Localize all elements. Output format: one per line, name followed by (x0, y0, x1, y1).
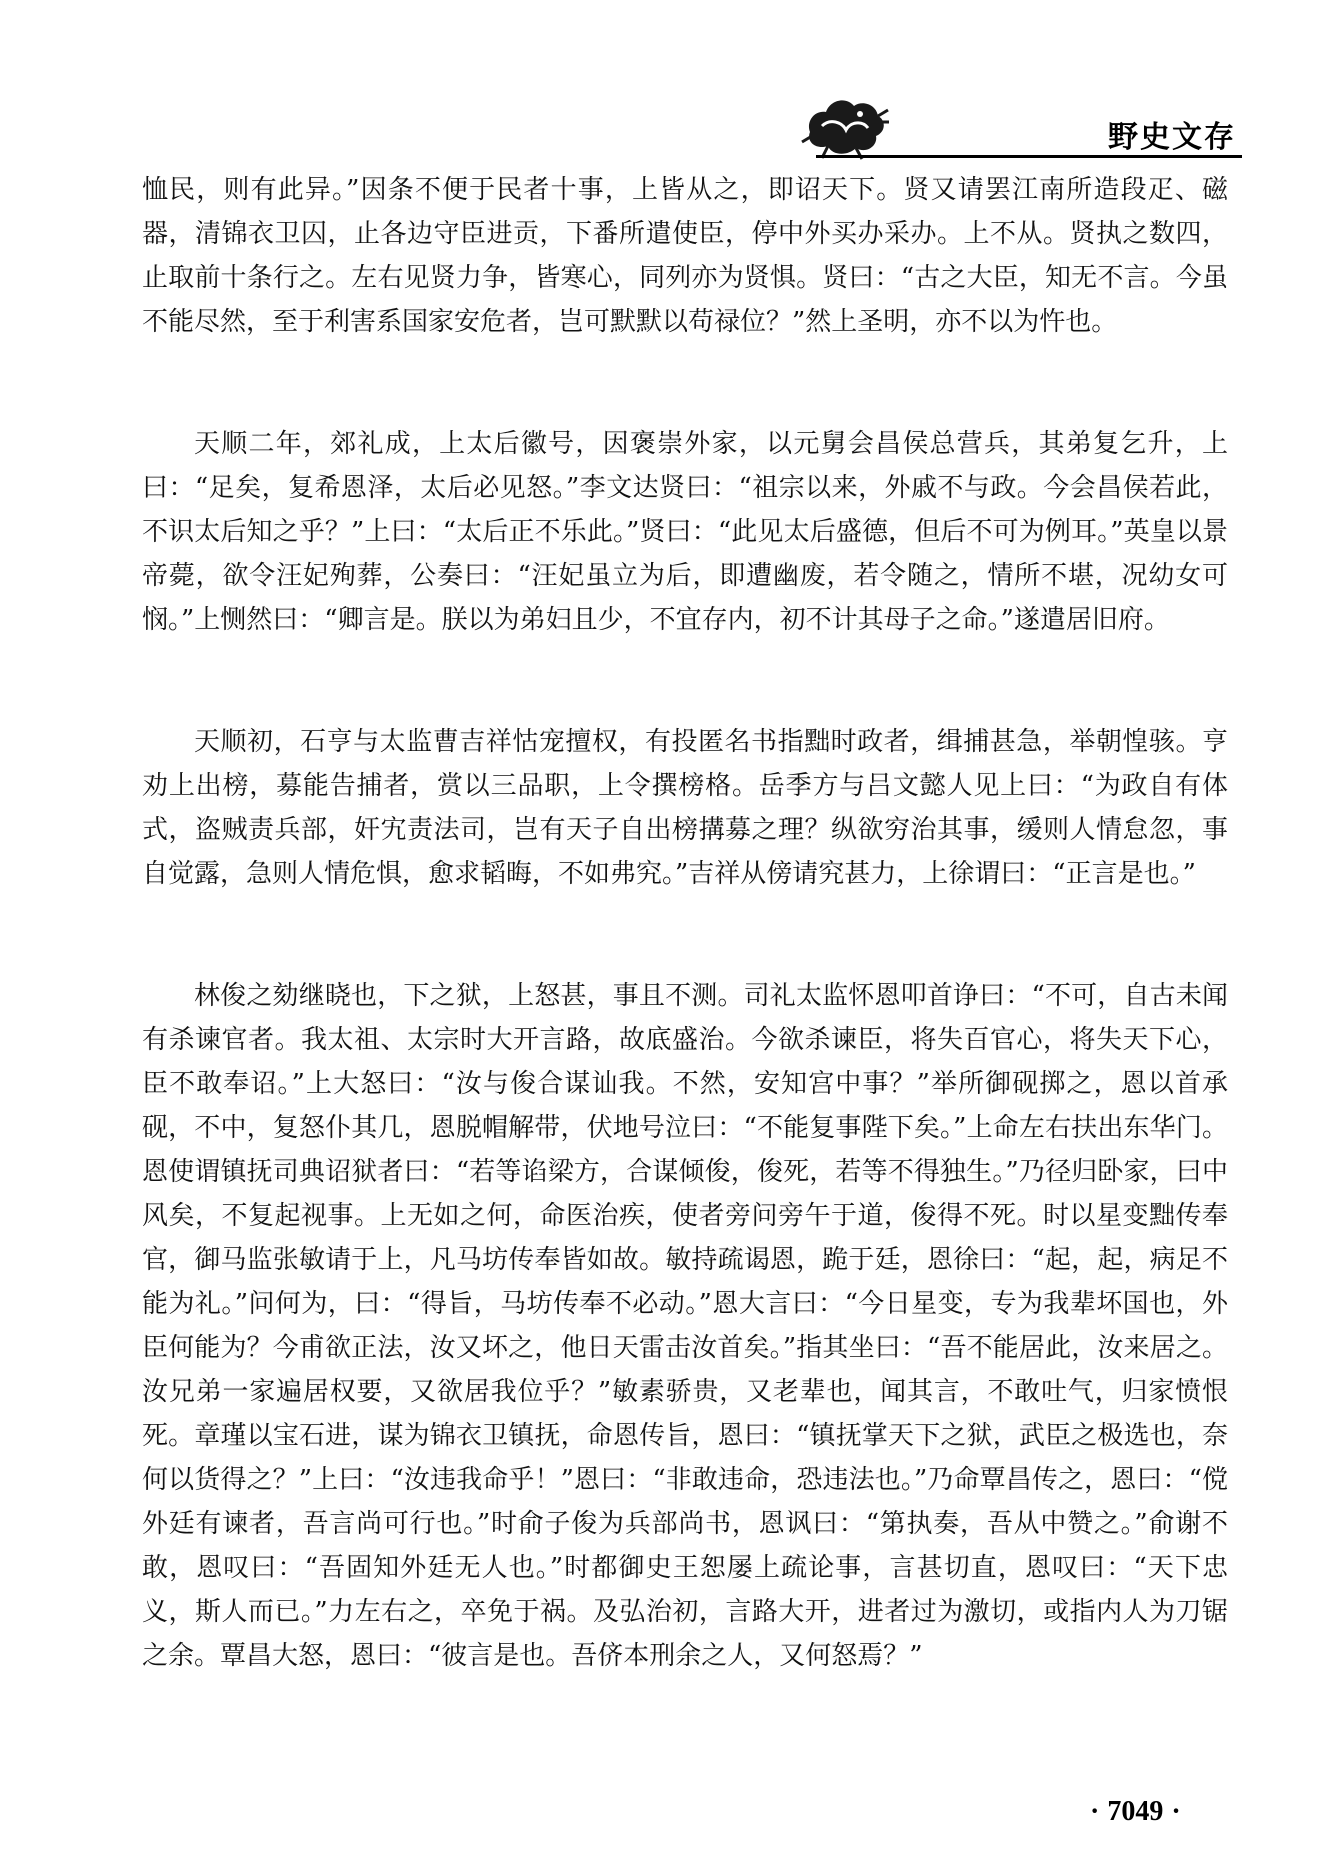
page-number-value: 7049 (1107, 1796, 1164, 1827)
paragraph-3: 天顺初，石亨与太监曹吉祥怙宠擅权，有投匿名书指黜时政者，缉捕甚急，举朝惶骇。亨劝上出榜，募能告捕者，赏以三品职，上令撰榜格。岳季方与吕文懿人见上曰：“为政自有体式，盗贼责兵部，奸宄责法司，岂有天子自出榜搆募之理？纵欲穷治其事，缓则人情怠忽，事自觉露，急则人情危惧，愈求韬晦，不如弗究。”吉祥从傍请究甚力，上徐谓曰：“正言是也。” (142, 727, 1228, 889)
page-number-dot-left: · (1090, 1796, 1100, 1827)
page-number (1082, 1796, 1189, 1828)
page-number-dot-right: · (1171, 1796, 1181, 1827)
dragon-icon (800, 92, 890, 160)
paragraph-4: 林俊之劾继晓也，下之狱，上怒甚，事且不测。司礼太监怀恩叩首诤曰：“不可，自古未闻有杀谏官者。我太祖、太宗时大开言路，故底盛治。今欲杀谏臣，将失百官心，将失天下心，臣不敢奉诏。”上大怒曰：“汝与俊合谋讪我。不然，安知宫中事？”举所御砚掷之，恩以首承砚，不中，复怒仆其几，恩脱帽解带，伏地号泣曰：“不能复事陛下矣。”上命左右扶出东华门。恩使谓镇抚司典诏狱者曰：“若等谄梁方，合谋倾俊，俊死，若等不得独生。”乃径归卧家，曰中风矣，不复起视事。上无如之何，命医治疾，使者旁问旁午于道，俊得不死。时以星变黜传奉官，御马监张敏请于上，凡马坊传奉皆如故。敏持疏谒恩，跪于廷，恩徐曰：“起，起，病足不能为礼。”问何为，曰：“得旨，马坊传奉不必动。”恩大言曰：“今日星变，专为我辈坏国也，外臣何能为？今甫欲正法，汝又坏之，他日天雷击汝首矣。”指其坐曰：“吾不能居此，汝来居之。汝兄弟一家遍居权要，又欲居我位乎？”敏素骄贵，又老辈也，闻其言，不敢吐气，归家愤恨死。章瑾以宝石进，谋为锦衣卫镇抚，命恩传旨，恩曰：“镇抚掌天下之狱，武臣之极选也，奈何以货得之？”上曰：“汝违我命乎！”恩曰：“非敢违命，恐违法也。”乃命覃昌传之，恩曰：“傥外廷有谏者，吾言尚可行也。”时俞子俊为兵部尚书，恩讽曰：“第执奏，吾从中赞之。”俞谢不敢，恩叹曰：“吾固知外廷无人也。”时都御史王恕屡上疏论事，言甚切直，恩叹曰：“天下忠义，斯人而已。”力左右之，卒免于祸。及弘治初，言路大开，进者过为激切，或指内人为刀锯之余。覃昌大怒，恩曰：“彼言是也。吾侪本刑余之人，又何怒焉？” (142, 981, 1228, 1671)
paragraph-1: 恤民，则有此异。”因条不便于民者十事，上皆从之，即诏天下。贤又请罢江南所造段疋、磁器，清锦衣卫囚，止各边守臣进贡，下番所遣使臣，停中外买办采办。上不从。贤执之数四，止取前十条行之。左右见贤力争，皆寒心，同列亦为贤惧。贤曰：“古之大臣，知无不言。今虽不能尽然，至于利害系国家安危者，岂可默默以苟禄位？”然上圣明，亦不以为忤也。 (142, 175, 1228, 337)
main-text (142, 168, 1228, 1678)
paragraph-2: 天顺二年，郊礼成，上太后徽号，因褒崇外家，以元舅会昌侯总营兵，其弟复乞升，上曰：“足矣，复希恩泽，太后必见怒。”李文达贤曰：“祖宗以来，外戚不与政。今会昌侯若此，不识太后知之乎？”上曰：“太后正不乐此。”贤曰：“此见太后盛德，但后不可为例耳。”英皇以景帝薨，欲令汪妃殉葬，公奏曰：“汪妃虽立为后，即遭幽废，若令随之，情所不堪，况幼女可悯。”上恻然曰：“卿言是。朕以为弟妇且少，不宜存内，初不计其母子之命。”遂遣居旧府。 (142, 429, 1228, 635)
header-rule (816, 155, 1242, 158)
header-title: 野史文存 (1108, 120, 1236, 155)
page-header (0, 0, 1322, 160)
